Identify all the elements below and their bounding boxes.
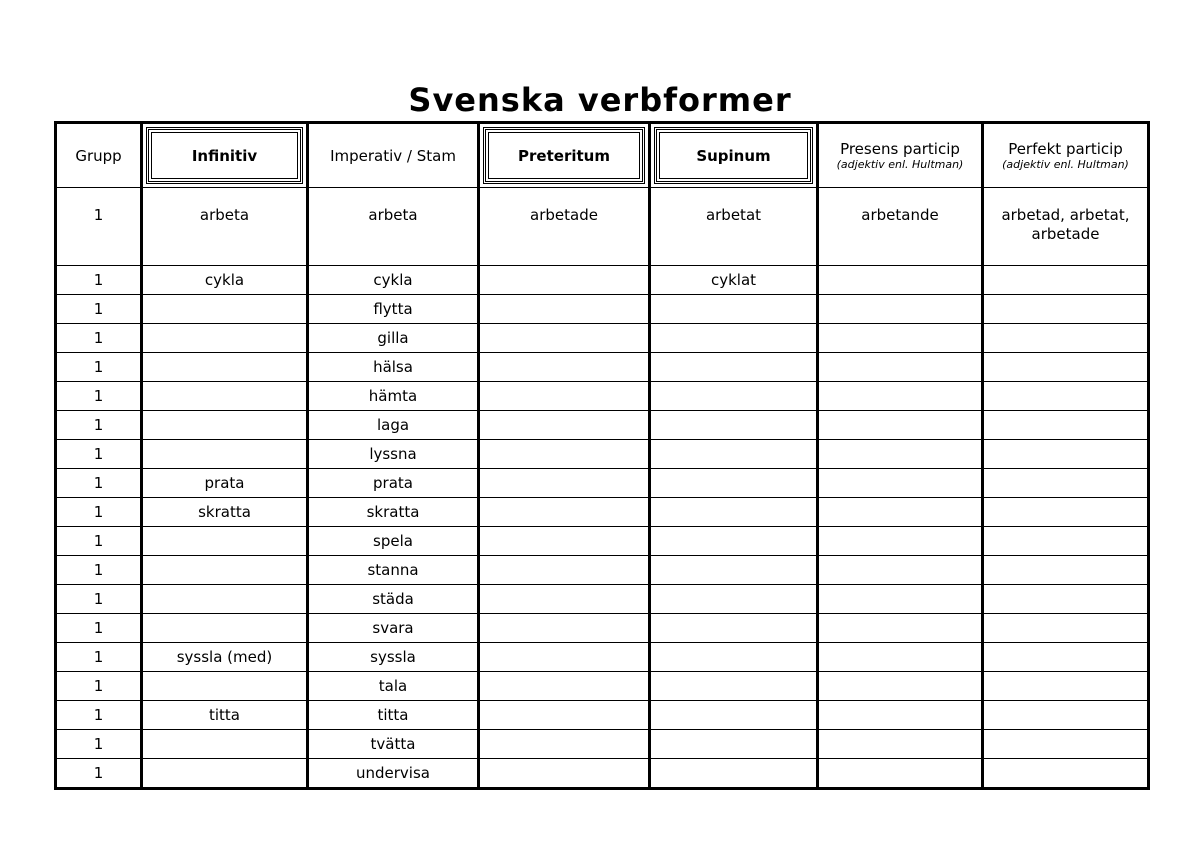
cell-supinum: [650, 295, 818, 324]
header-infinitiv: Infinitiv: [142, 123, 308, 188]
cell-perfekt: [983, 730, 1149, 759]
header-supinum: Supinum: [650, 123, 818, 188]
cell-perfekt: [983, 527, 1149, 556]
cell-infinitiv: [142, 295, 308, 324]
page-title: Svenska verbformer: [408, 81, 792, 119]
cell-perfekt: [983, 759, 1149, 789]
cell-infinitiv: [142, 411, 308, 440]
table-row: [56, 382, 1149, 411]
cell-supinum: [650, 382, 818, 411]
cell-preteritum: [479, 759, 650, 789]
cell-presens: [818, 469, 983, 498]
cell-supinum: arbetat: [650, 188, 818, 266]
table-row: [56, 498, 1149, 527]
cell-supinum: [650, 527, 818, 556]
cell-imperativ: flytta: [308, 295, 479, 324]
cell-perfekt: [983, 295, 1149, 324]
cell-preteritum: [479, 440, 650, 469]
cell-infinitiv: [142, 759, 308, 789]
cell-preteritum: [479, 353, 650, 382]
cell-preteritum: [479, 614, 650, 643]
cell-presens: [818, 266, 983, 295]
cell-grupp: 1: [56, 527, 142, 556]
cell-imperativ: undervisa: [308, 759, 479, 789]
cell-supinum: [650, 701, 818, 730]
cell-imperativ: cykla: [308, 266, 479, 295]
table-row: [56, 440, 1149, 469]
cell-supinum: [650, 614, 818, 643]
cell-infinitiv: prata: [142, 469, 308, 498]
cell-preteritum: arbetade: [479, 188, 650, 266]
cell-infinitiv: [142, 556, 308, 585]
cell-presens: [818, 382, 983, 411]
cell-presens: [818, 643, 983, 672]
cell-infinitiv: titta: [142, 701, 308, 730]
table-body: [56, 188, 1149, 789]
cell-infinitiv: skratta: [142, 498, 308, 527]
cell-grupp: 1: [56, 759, 142, 789]
cell-grupp: 1: [56, 701, 142, 730]
cell-presens: [818, 759, 983, 789]
cell-preteritum: [479, 324, 650, 353]
cell-imperativ: skratta: [308, 498, 479, 527]
cell-infinitiv: syssla (med): [142, 643, 308, 672]
cell-perfekt: [983, 672, 1149, 701]
cell-imperativ: hämta: [308, 382, 479, 411]
cell-presens: [818, 730, 983, 759]
cell-imperativ: spela: [308, 527, 479, 556]
header-preteritum: Preteritum: [479, 123, 650, 188]
cell-perfekt: [983, 266, 1149, 295]
cell-presens: [818, 527, 983, 556]
cell-presens: arbetande: [818, 188, 983, 266]
cell-presens: [818, 701, 983, 730]
cell-supinum: [650, 759, 818, 789]
cell-perfekt: [983, 324, 1149, 353]
table-row: [56, 614, 1149, 643]
cell-supinum: [650, 469, 818, 498]
cell-imperativ: lyssna: [308, 440, 479, 469]
cell-supinum: [650, 730, 818, 759]
cell-supinum: [650, 440, 818, 469]
cell-supinum: [650, 498, 818, 527]
cell-presens: [818, 498, 983, 527]
table-row: [56, 701, 1149, 730]
cell-imperativ: tala: [308, 672, 479, 701]
cell-preteritum: [479, 382, 650, 411]
table-row: [56, 672, 1149, 701]
table-row: [56, 324, 1149, 353]
cell-preteritum: [479, 295, 650, 324]
cell-infinitiv: [142, 672, 308, 701]
cell-preteritum: [479, 585, 650, 614]
table-row: [56, 585, 1149, 614]
table-row: [56, 188, 1149, 266]
cell-grupp: 1: [56, 730, 142, 759]
cell-preteritum: [479, 411, 650, 440]
cell-imperativ: syssla: [308, 643, 479, 672]
cell-grupp: 1: [56, 643, 142, 672]
cell-perfekt: [983, 585, 1149, 614]
cell-presens: [818, 295, 983, 324]
cell-imperativ: titta: [308, 701, 479, 730]
cell-imperativ: gilla: [308, 324, 479, 353]
cell-infinitiv: arbeta: [142, 188, 308, 266]
cell-grupp: 1: [56, 585, 142, 614]
table-row: [56, 266, 1149, 295]
cell-presens: [818, 672, 983, 701]
cell-perfekt: [983, 411, 1149, 440]
cell-imperativ: svara: [308, 614, 479, 643]
cell-supinum: [650, 585, 818, 614]
cell-perfekt: [983, 614, 1149, 643]
header-perfekt-particip: Perfekt particip (adjektiv enl. Hultman): [983, 123, 1149, 188]
cell-perfekt: [983, 353, 1149, 382]
cell-perfekt: [983, 469, 1149, 498]
table-row: [56, 353, 1149, 382]
cell-infinitiv: [142, 527, 308, 556]
cell-grupp: 1: [56, 353, 142, 382]
cell-supinum: [650, 672, 818, 701]
header-row: [56, 123, 1149, 188]
cell-imperativ: hälsa: [308, 353, 479, 382]
table-row: [56, 643, 1149, 672]
cell-presens: [818, 556, 983, 585]
cell-perfekt: [983, 643, 1149, 672]
cell-imperativ: arbeta: [308, 188, 479, 266]
cell-preteritum: [479, 730, 650, 759]
cell-grupp: 1: [56, 382, 142, 411]
cell-presens: [818, 440, 983, 469]
cell-grupp: 1: [56, 295, 142, 324]
cell-preteritum: [479, 556, 650, 585]
cell-imperativ: städa: [308, 585, 479, 614]
cell-supinum: [650, 324, 818, 353]
cell-grupp: 1: [56, 469, 142, 498]
header-imperativ: Imperativ / Stam: [308, 123, 479, 188]
cell-supinum: [650, 643, 818, 672]
cell-presens: [818, 353, 983, 382]
table-row: [56, 411, 1149, 440]
cell-grupp: 1: [56, 188, 142, 266]
verb-table: [54, 121, 1150, 790]
cell-preteritum: [479, 527, 650, 556]
cell-presens: [818, 324, 983, 353]
cell-grupp: 1: [56, 440, 142, 469]
cell-infinitiv: [142, 353, 308, 382]
cell-infinitiv: [142, 585, 308, 614]
header-presens-note: (adjektiv enl. Hultman): [836, 158, 964, 171]
cell-imperativ: laga: [308, 411, 479, 440]
cell-supinum: [650, 411, 818, 440]
cell-infinitiv: [142, 614, 308, 643]
cell-infinitiv: [142, 324, 308, 353]
cell-grupp: 1: [56, 672, 142, 701]
cell-grupp: 1: [56, 266, 142, 295]
cell-presens: [818, 411, 983, 440]
header-perfekt-note: (adjektiv enl. Hultman): [1002, 158, 1129, 171]
cell-grupp: 1: [56, 411, 142, 440]
cell-perfekt: [983, 440, 1149, 469]
cell-infinitiv: [142, 730, 308, 759]
cell-perfekt: [983, 498, 1149, 527]
cell-supinum: [650, 353, 818, 382]
cell-preteritum: [479, 643, 650, 672]
cell-preteritum: [479, 469, 650, 498]
cell-presens: [818, 614, 983, 643]
cell-imperativ: tvätta: [308, 730, 479, 759]
table-row: [56, 556, 1149, 585]
cell-supinum: cyklat: [650, 266, 818, 295]
header-grupp: Grupp: [56, 123, 142, 188]
cell-grupp: 1: [56, 324, 142, 353]
table-row: [56, 730, 1149, 759]
cell-infinitiv: [142, 440, 308, 469]
cell-grupp: 1: [56, 556, 142, 585]
cell-grupp: 1: [56, 498, 142, 527]
cell-infinitiv: [142, 382, 308, 411]
cell-imperativ: prata: [308, 469, 479, 498]
cell-grupp: 1: [56, 614, 142, 643]
cell-perfekt: [983, 382, 1149, 411]
cell-infinitiv: cykla: [142, 266, 308, 295]
cell-perfekt: [983, 556, 1149, 585]
cell-preteritum: [479, 266, 650, 295]
cell-perfekt: [983, 701, 1149, 730]
cell-preteritum: [479, 672, 650, 701]
table-row: [56, 527, 1149, 556]
table-row: [56, 469, 1149, 498]
cell-supinum: [650, 556, 818, 585]
cell-imperativ: stanna: [308, 556, 479, 585]
cell-preteritum: [479, 498, 650, 527]
cell-preteritum: [479, 701, 650, 730]
header-presens-particip: Presens particip (adjektiv enl. Hultman): [818, 123, 983, 188]
cell-perfekt: arbetad, arbetat, arbetade: [983, 188, 1149, 266]
table-row: [56, 759, 1149, 789]
cell-presens: [818, 585, 983, 614]
table-row: [56, 295, 1149, 324]
